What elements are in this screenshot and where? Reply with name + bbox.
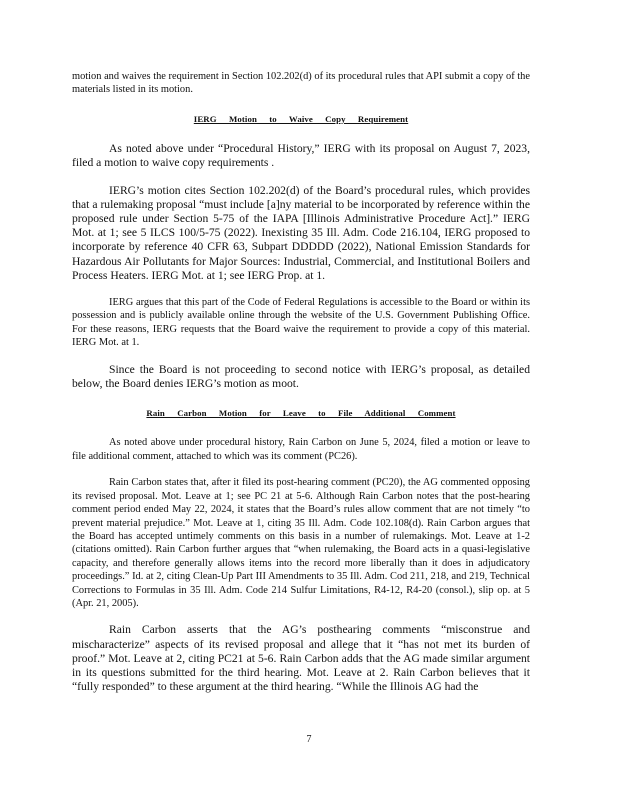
page-number: 7: [306, 734, 312, 745]
spacer: [72, 350, 530, 363]
spacer: [72, 97, 530, 113]
paragraph: As noted above under “Procedural History,” IERG with its proposal on August 7, 2023, filed a motion to waive copy requirements .: [72, 142, 530, 170]
spacer: [72, 420, 530, 436]
section-heading-rain-carbon-motion: [72, 407, 530, 420]
spacer: [72, 171, 530, 184]
spacer: [72, 463, 530, 476]
heading-text: Rain Carbon Motion for Leave to File Additional Comment: [146, 408, 456, 419]
spacer: [72, 610, 530, 623]
paragraph-continued: motion and waives the requirement in Section 102.202(d) of its procedural rules that API submit a copy of the materials listed in its motion.: [72, 71, 530, 96]
heading-text: IERG Motion to Waive Copy Requirement: [193, 113, 409, 124]
paragraph: IERG’s motion cites Section 102.202(d) of the Board’s procedural rules, which provides that a rulemaking proposal “must include [a]ny material to be incorporated by reference within the proposed rule under Section 5-75 of the IAPA [Illinois Administrative Procedure Act].” IERG Mot. at 1; see 5 ILCS 100/5-75 (2022). Inexisting 35 Ill. Adm. Code 216.104, IERG proposed to incorporate by reference 40 CFR 63, Subpart DDDDD (2022), National Emission Standards for Hazardous Air Pollutants for Major Sources: Industrial, Commercial, and Institutional Boilers and Process Heaters. IERG Mot. at 1; see IERG Prop. at 1.: [72, 183, 530, 282]
paragraph: Rain Carbon asserts that the AG’s posthearing comments “misconstrue and mischaracterize” aspects of its revised proposal and allege that it “has not met its burden of proof.” Mot. Leave at 2, citing PC21 at 5-6. Rain Carbon adds that the AG made similar argument in its questions submitted for the third hearing. Mot. Leave at 2. Rain Carbon believes that it “fully responded” to these argument at the third hearing. “While the Illinois AG had the: [72, 623, 530, 694]
paragraph: IERG argues that this part of the Code of Federal Regulations is accessible to the Board or within its possession and is publicly available online through the website of the U.S. Government Publishing Office. For these reasons, IERG requests that the Board waive the requirement to provide a copy of this material. IERG Mot. at 1.: [72, 297, 530, 349]
section-heading-ierg-motion: [72, 113, 530, 126]
spacer: [72, 283, 530, 296]
paragraph: As noted above under procedural history, Rain Carbon on June 5, 2024, filed a motion or leave to file additional comment, attached to which was its comment (PC26).: [72, 437, 530, 462]
spacer: [72, 126, 530, 142]
spacer: [72, 391, 530, 407]
paragraph: Since the Board is not proceeding to second notice with IERG’s proposal, as detailed below, the Board denies IERG’s motion as moot.: [72, 362, 530, 390]
paragraph: Rain Carbon states that, after it filed its post-hearing comment (PC20), the AG commented opposing its revised proposal. Mot. Leave at 1; see PC 21 at 5-6. Although Rain Carbon notes that the post-hearing comment period ended May 22, 2024, it states that the Board’s rules allow comment that are not timely “to prevent material prejudice.” Mot. Leave at 1, citing 35 Ill. Adm. Code 102.108(d). Rain Carbon argues that the Board has accepted untimely comments on this basis in a number of rulemakings. Mot. Leave at 1-2 (citations omitted). Rain Carbon further argues that “when rulemaking, the Board acts in a quasi-legislative capacity, and therefore generally allows items into the record more liberally than it does in adjudicatory proceedings.” Id. at 2, citing Clean-Up Part III Amendments to 35 Ill. Adm. Cod 211, 218, and 219, Technical Corrections to Formulas in 35 Ill. Adm. Code 214 Sulfur Limitations, R4-12, R4-20 (consol.), slip op. at 5 (Apr. 21, 2005).: [72, 477, 530, 609]
